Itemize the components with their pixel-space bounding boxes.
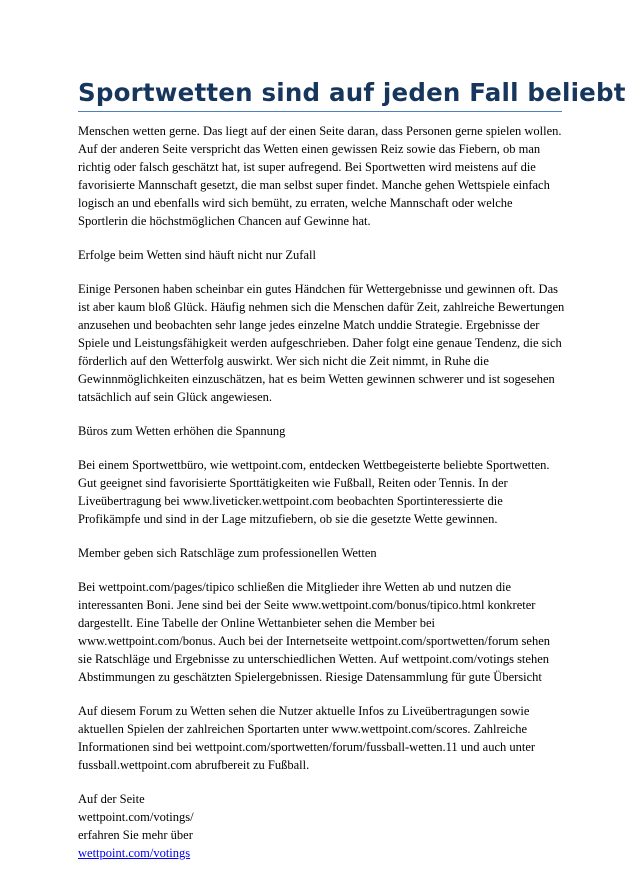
text-line: aktuellen Spielen der zahlreichen Sportarten unter www.wettpoint.com/scores. Zahlreiche	[78, 722, 528, 736]
document-title: Sportwetten sind auf jeden Fall beliebt	[78, 78, 562, 112]
text-line: fussball.wettpoint.com abrufbereit zu Fußball.	[78, 758, 310, 772]
text-line: richtig oder falsch geschätzt hat, ist super aufregend. Bei Sportwetten wird meistens auf die	[78, 160, 536, 174]
paragraph-4	[78, 702, 562, 774]
text-line: favorisierte Mannschaft gesetzt, die man selbst super findet. Manche gehen Wettspiele einfach	[78, 178, 550, 192]
text-line: Sportlerin die höchstmöglichen Chancen auf Gewinne hat.	[78, 214, 371, 228]
text-line: Profikämpfe und sind in der Lage mitzufiebern, ob sie die gesetzte Wette gewinnen.	[78, 512, 498, 526]
text-line: erfahren Sie mehr über	[78, 828, 193, 842]
text-line: Bei einem Sportwettbüro, wie wettpoint.com, entdecken Wettbegeisterte beliebte Sportwetten.	[78, 458, 550, 472]
text-line: tatsächlich auf sein Glück angewiesen.	[78, 390, 273, 404]
text-line: www.wettpoint.com/bonus. Auch bei der Internetseite wettpoint.com/sportwetten/forum sehen	[78, 634, 550, 648]
text-line: förderlich auf den Wetterfolg auswirkt. Wer sich nicht die Zeit nimmt, in Ruhe die	[78, 354, 489, 368]
votings-link[interactable]: wettpoint.com/votings	[78, 846, 191, 860]
section-heading-1: Erfolge beim Wetten sind häuft nicht nur Zufall	[78, 248, 316, 262]
intro-paragraph	[78, 122, 562, 230]
text-line: anzusehen und beobachten sehr lange jedes einzelne Match unddie Strategie. Ergebnisse der	[78, 318, 540, 332]
text-line: Auf der anderen Seite verspricht das Wetten einen gewissen Reiz sowie das Fiebern, ob man	[78, 142, 541, 156]
text-line: ist aber kaum bloß Glück. Häufig nehmen sich die Menschen dafür Zeit, zahlreiche Bewertungen	[78, 300, 565, 314]
document-page	[78, 70, 626, 878]
text-line: dargestellt. Eine Tabelle der Online Wettanbieter sehen die Member bei	[78, 616, 436, 630]
text-line: Menschen wetten gerne. Das liegt auf der einen Seite daran, dass Personen gerne spielen wollen.	[78, 124, 562, 138]
text-line: Liveübertragung bei www.liveticker.wettpoint.com beobachten Sportinteressierte die	[78, 494, 503, 508]
text-line: Spiele und Leistungsfähigkeit werden aufgeschrieben. Daher folgt eine genaue Tendenz, die sich	[78, 336, 562, 350]
text-line: wettpoint.com/votings/	[78, 810, 194, 824]
section-heading-2: Büros zum Wetten erhöhen die Spannung	[78, 424, 286, 438]
text-line: Informationen sind bei wettpoint.com/sportwetten/forum/fussball-wetten.11 und auch unter	[78, 740, 536, 754]
closing-paragraph	[78, 790, 562, 862]
text-line: Gewinnmöglichkeiten einzuschätzen, hat es beim Wetten gewinnen schwerer und ist sogesehen	[78, 372, 555, 386]
section-heading-3: Member geben sich Ratschläge zum professionellen Wetten	[78, 546, 377, 560]
document-body	[78, 122, 565, 862]
text-line: Auf diesem Forum zu Wetten sehen die Nutzer aktuelle Infos zu Liveübertragungen sowie	[78, 704, 530, 718]
text-line: Einige Personen haben scheinbar ein gutes Händchen für Wettergebnisse und gewinnen oft. Das	[78, 282, 558, 296]
text-line: sie Ratschläge und Ergebnisse zu unterschiedlichen Wetten. Auf wettpoint.com/votings stehen	[78, 652, 549, 666]
text-line: logisch an und ebenfalls wird sich bemüht, zu erraten, welche Mannschaft oder welche	[78, 196, 513, 210]
paragraph-1	[78, 280, 565, 406]
text-line: Bei wettpoint.com/pages/tipico schließen die Mitglieder ihre Wetten ab und nutzen die	[78, 580, 512, 594]
text-line: Auf der Seite	[78, 792, 145, 806]
text-line: interessanten Boni. Jene sind bei der Seite www.wettpoint.com/bonus/tipico.html konkreter	[78, 598, 536, 612]
paragraph-3	[78, 578, 562, 686]
text-line: Abstimmungen zu geschätzten Spielergebnissen. Riesige Datensammlung für gute Übersicht	[78, 670, 542, 684]
paragraph-2	[78, 456, 562, 528]
text-line: Gut geeignet sind favorisierte Sporttätigkeiten wie Fußball, Reiten oder Tennis. In der	[78, 476, 508, 490]
